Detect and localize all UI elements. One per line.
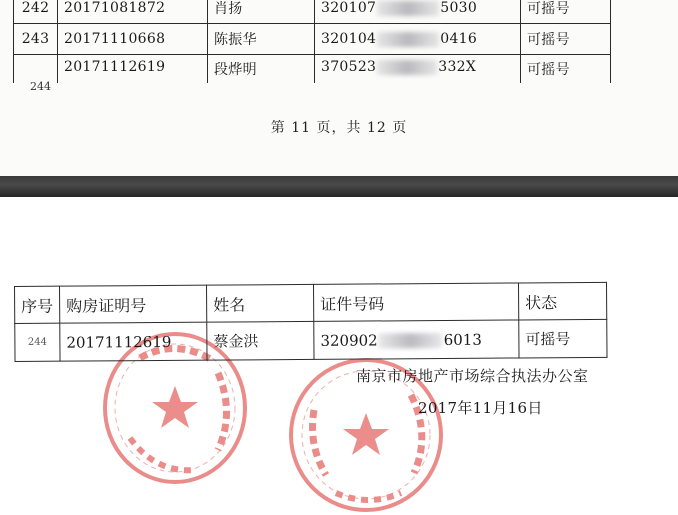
row-index: 243 — [14, 24, 58, 55]
header-index: 序号 — [15, 286, 60, 323]
header-status: 状态 — [519, 282, 607, 320]
redaction-blur — [377, 1, 439, 16]
table-row — [14, 0, 611, 24]
person-name: 肖扬 — [208, 0, 315, 24]
id-number — [314, 320, 519, 359]
cert-number: 20171112619 — [58, 55, 208, 84]
id-prefix: 320104 — [321, 31, 377, 47]
header-id-number: 证件号码 — [314, 283, 519, 321]
id-suffix: 332X — [438, 59, 477, 75]
status: 可摇号 — [521, 0, 611, 24]
person-name: 段烨明 — [208, 55, 315, 84]
status: 可摇号 — [521, 55, 611, 84]
person-name: 陈振华 — [208, 24, 315, 55]
id-suffix: 5030 — [440, 0, 478, 16]
id-number — [315, 24, 521, 55]
row-index-cut — [14, 55, 58, 84]
redaction-blur — [377, 32, 439, 47]
table-row — [15, 319, 607, 361]
cert-number: 20171112619 — [60, 322, 207, 361]
person-name: 蔡金洪 — [207, 321, 314, 360]
status: 可摇号 — [521, 24, 611, 55]
id-suffix: 0416 — [440, 31, 478, 47]
row-index-clipped: 244 — [27, 336, 47, 348]
current-page — [0, 197, 678, 505]
table-header-row — [15, 282, 607, 323]
table-row — [14, 24, 611, 55]
page-divider — [0, 176, 678, 197]
id-suffix: 6013 — [443, 330, 482, 349]
id-number — [315, 0, 521, 24]
table-row — [14, 55, 611, 84]
current-page-table — [14, 282, 608, 362]
previous-page — [0, 0, 678, 176]
cert-number: 20171110668 — [58, 24, 208, 55]
issuing-office: 南京市房地产市场综合执法办公室 — [356, 367, 589, 385]
redaction-blur — [379, 333, 443, 348]
header-name: 姓名 — [207, 284, 314, 322]
header-cert-number: 购房证明号 — [60, 285, 207, 323]
cert-number: 20171081872 — [58, 0, 208, 24]
page-number-footer: 第 11 页，共 12 页 — [270, 120, 408, 136]
status: 可摇号 — [519, 319, 607, 358]
id-prefix: 370523 — [321, 59, 377, 75]
id-number — [315, 55, 521, 84]
issue-date: 2017年11月16日 — [418, 399, 543, 417]
row-index — [15, 323, 60, 361]
previous-page-table — [13, 0, 611, 83]
id-prefix: 320107 — [321, 0, 377, 16]
id-prefix: 320902 — [320, 330, 378, 350]
row-index-clipped: 244 — [30, 80, 51, 93]
redaction-blur — [377, 60, 437, 75]
row-index: 242 — [14, 0, 58, 24]
